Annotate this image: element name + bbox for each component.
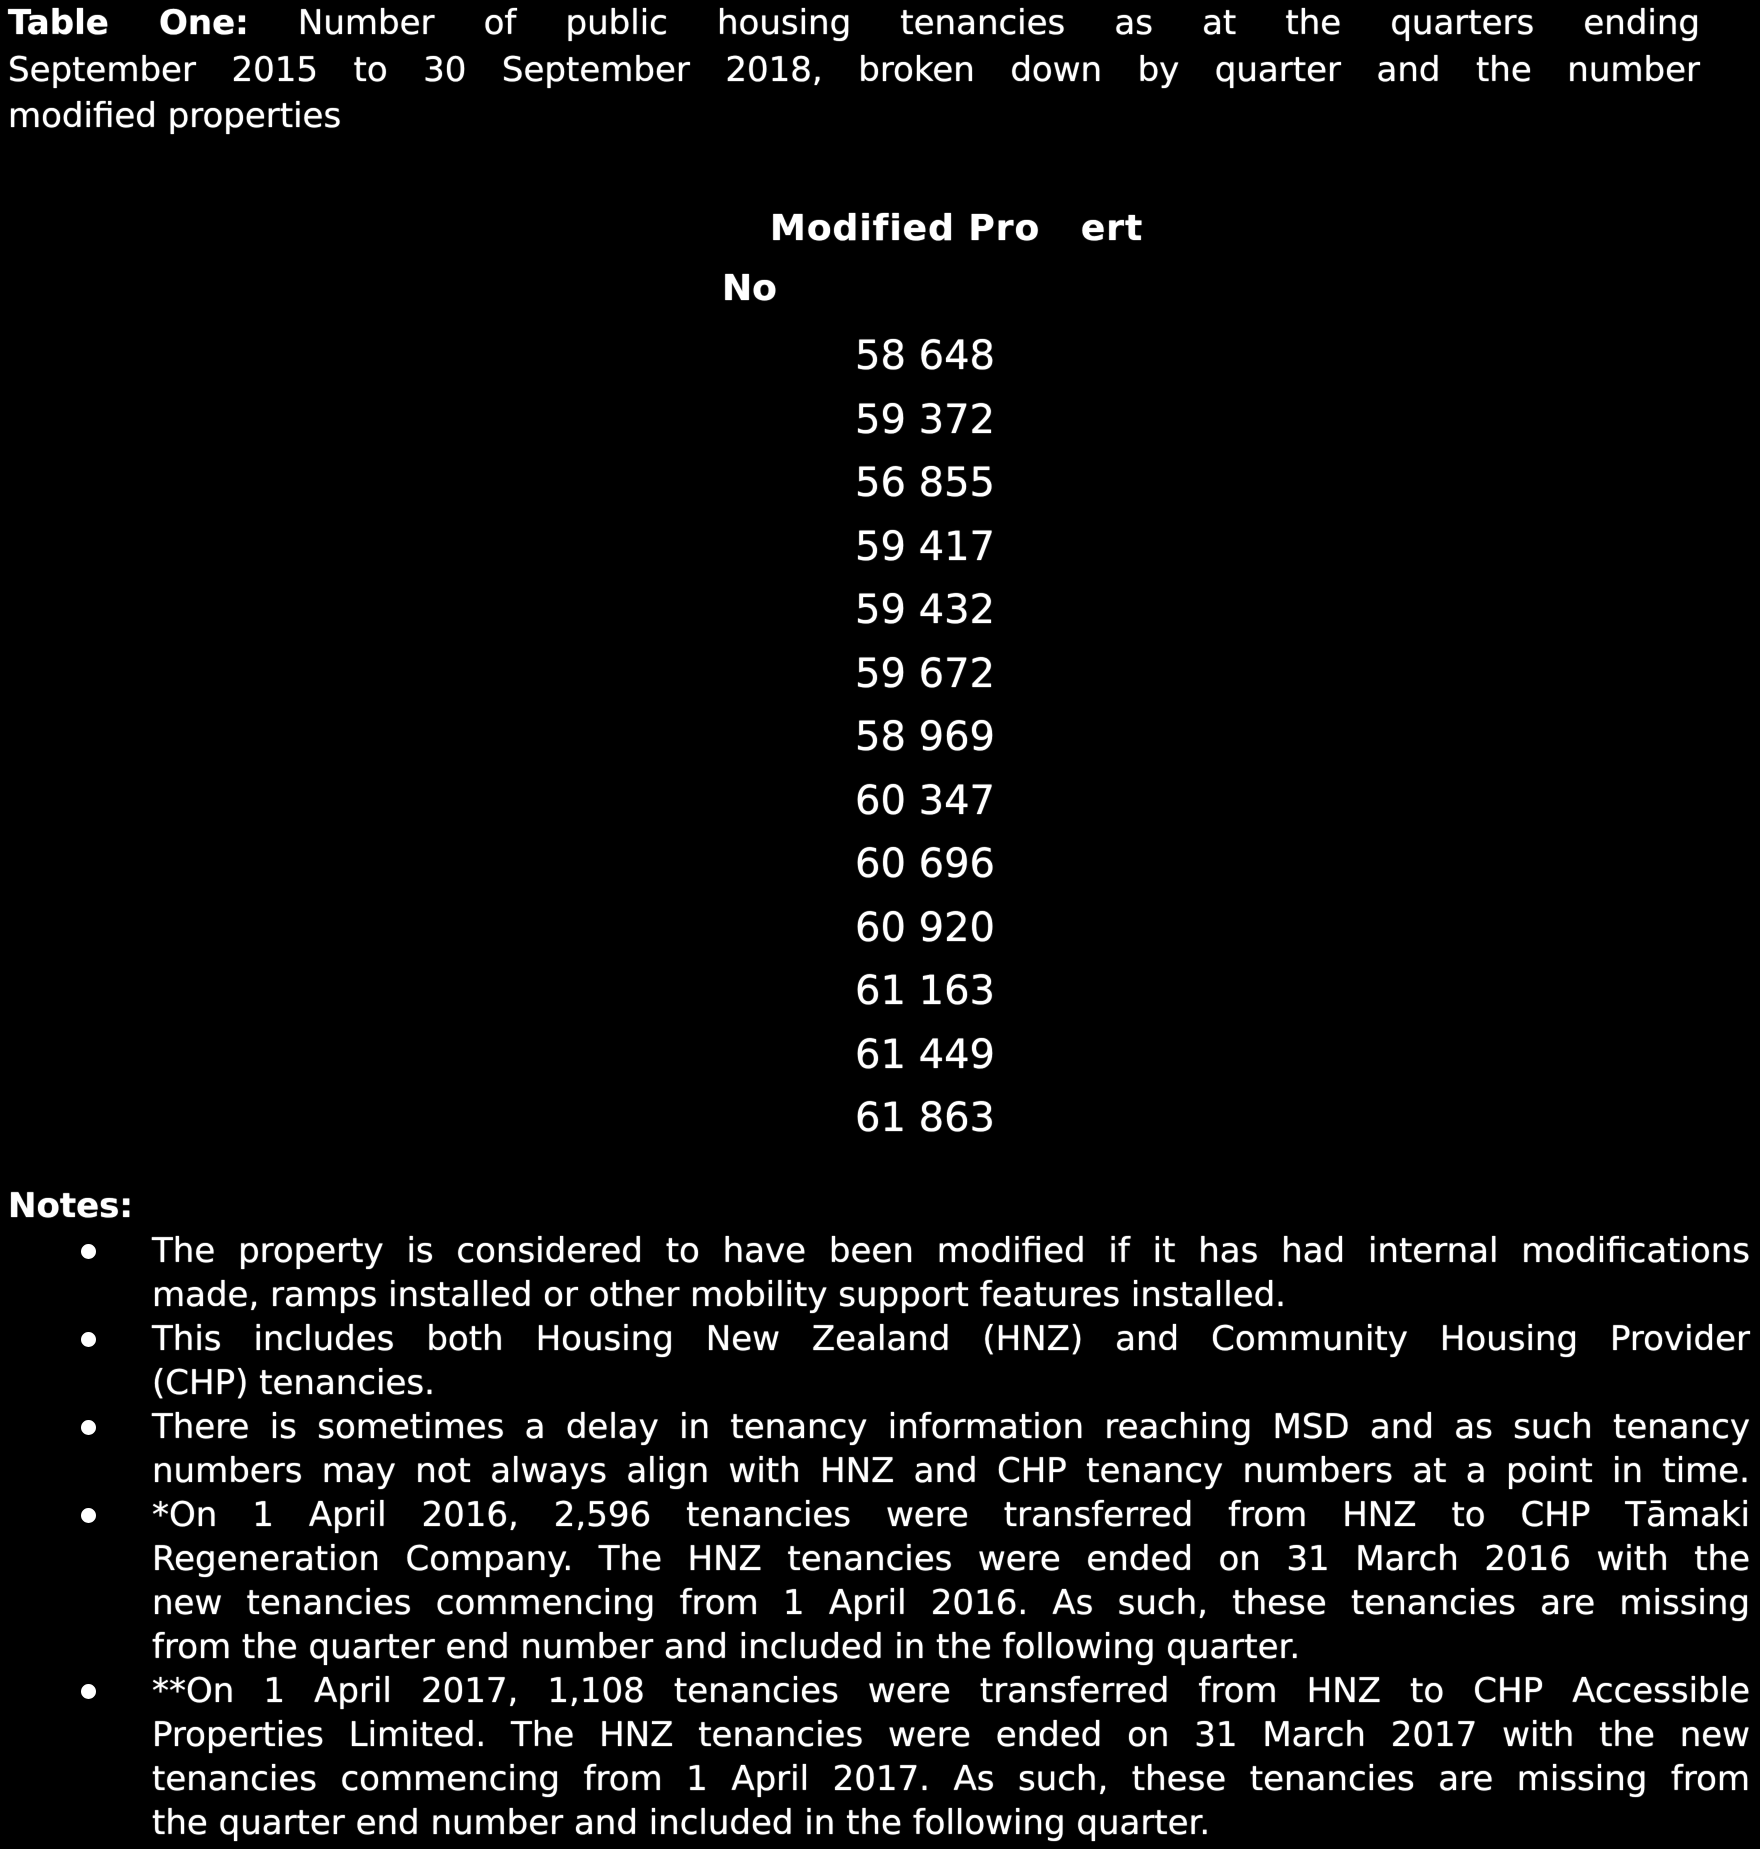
tenancy-count-row: 61 863 (855, 1095, 995, 1141)
notes-heading: Notes: (8, 1186, 133, 1226)
note-bullet-3-line: There is sometimes a delay in tenancy information reaching MSD and as such tenancy (152, 1407, 1750, 1447)
tenancy-count-row: 61 163 (855, 968, 995, 1014)
bullet-icon (81, 1420, 96, 1435)
note-bullet-5-line: the quarter end number and included in the following quarter. (152, 1803, 1211, 1843)
tenancy-count-row: 59 432 (855, 587, 995, 633)
note-bullet-4-line: from the quarter end number and included in the following quarter. (152, 1627, 1301, 1667)
table-title-line-1-text: Number of public housing tenancies as at the quarters ending (248, 3, 1700, 43)
note-bullet-1-line: The property is considered to have been modified if it has had internal modifications (152, 1231, 1750, 1271)
column-header-modified-property: Modified Pro ert (770, 208, 1144, 249)
note-bullet-2-line: (CHP) tenancies. (152, 1363, 435, 1403)
tenancy-count-row: 60 696 (855, 841, 995, 887)
table-title-line-3: modified properties (8, 96, 342, 136)
bullet-icon (81, 1684, 96, 1699)
tenancy-count-row: 60 347 (855, 777, 995, 824)
tenancy-count-row: 58 969 (855, 714, 995, 760)
bullet-icon (81, 1332, 96, 1347)
table-title-label: Table One: (8, 3, 249, 43)
note-bullet-3-line: numbers may not always align with HNZ and CHP tenancy numbers at a point in time. (152, 1451, 1750, 1491)
note-bullet-5-line: Properties Limited. The HNZ tenancies were ended on 31 March 2017 with the new (152, 1715, 1750, 1755)
tenancy-count-row: 60 920 (855, 904, 995, 951)
note-bullet-5-line: **On 1 April 2017, 1,108 tenancies were transferred from HNZ to CHP Accessible (152, 1671, 1750, 1711)
table-title-line-2: September 2015 to 30 September 2018, broken down by quarter and the number (8, 49, 1700, 90)
tenancy-counts-column (855, 325, 995, 1151)
table-title (8, 0, 1700, 140)
tenancy-count-row: 59 372 (855, 396, 995, 443)
notes-list (152, 1229, 1750, 1845)
bullet-icon (81, 1508, 96, 1523)
bullet-icon (81, 1244, 96, 1259)
note-bullet-5-line: tenancies commencing from 1 April 2017. As such, these tenancies are missing from (152, 1759, 1750, 1799)
note-bullet-2-line: This includes both Housing New Zealand (HNZ) and Community Housing Provider (152, 1319, 1750, 1359)
tenancy-count-row: 59 672 (855, 650, 995, 697)
tenancy-count-row: 58 648 (855, 333, 995, 379)
note-bullet-4-line: new tenancies commencing from 1 April 2016. As such, these tenancies are missing (152, 1583, 1750, 1623)
column-subheader-no: No (722, 268, 777, 309)
note-bullet-4-line: *On 1 April 2016, 2,596 tenancies were transferred from HNZ to CHP Tāmaki (152, 1495, 1750, 1535)
table-title-line-1 (8, 0, 1700, 47)
note-bullet-4-line: Regeneration Company. The HNZ tenancies were ended on 31 March 2016 with the (152, 1539, 1750, 1579)
tenancy-count-row: 59 417 (855, 523, 995, 570)
tenancy-count-row: 56 855 (855, 460, 995, 506)
tenancy-count-row: 61 449 (855, 1031, 995, 1078)
note-bullet-1-line: made, ramps installed or other mobility support features installed. (152, 1275, 1286, 1315)
